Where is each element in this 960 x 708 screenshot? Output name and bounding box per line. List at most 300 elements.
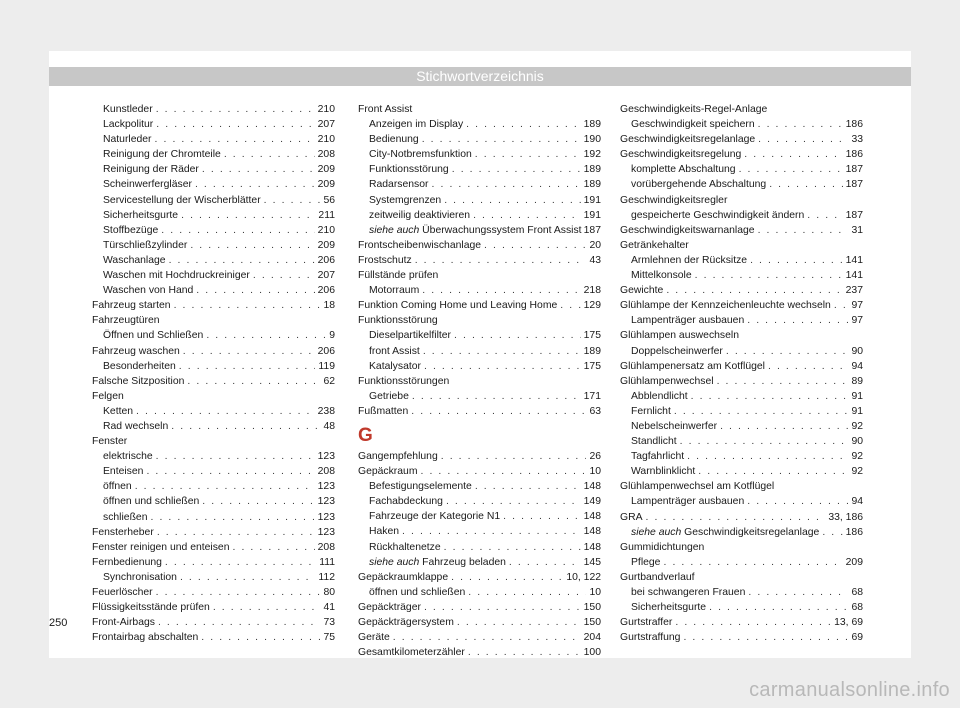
entry-page-ref[interactable]: 10, 122	[566, 571, 601, 583]
entry-term-text: City-Notbremsfunktion	[369, 149, 472, 161]
entry-page-ref[interactable]: 9	[329, 330, 335, 342]
leader-dots	[174, 298, 321, 313]
entry-term-text: Gummidichtungen	[620, 541, 705, 553]
leader-dots	[666, 283, 842, 298]
entry-term-text: Kunstleder	[103, 104, 153, 115]
index-entry	[358, 374, 601, 389]
entry-term-text: Reinigung der Chromteile	[103, 149, 221, 161]
leader-dots	[411, 404, 586, 419]
entry-page-ref[interactable]: 80	[323, 587, 335, 598]
leader-dots	[503, 509, 581, 524]
entry-term-text: Fensterheber	[92, 526, 154, 538]
leader-dots	[680, 434, 849, 449]
entry-term-text: Glühlampen auswechseln	[620, 330, 739, 342]
entry-term-text: Gepäckraum	[358, 466, 418, 478]
entry-page-ref[interactable]: 26	[589, 450, 601, 462]
entry-page-ref[interactable]: 175	[583, 330, 601, 342]
entry-term	[631, 117, 755, 132]
entry-page-ref[interactable]: 210	[317, 134, 335, 146]
entry-page-ref[interactable]: 207	[317, 119, 335, 131]
index-subentry	[92, 208, 335, 223]
entry-page-ref[interactable]: 187	[845, 164, 863, 176]
entry-term	[103, 328, 203, 343]
leader-dots	[444, 193, 580, 208]
entry-term-text: Glühlampe der Kennzeichenleuchte wechseln	[620, 300, 831, 312]
entry-term-text: Gurtbandverlauf	[620, 571, 695, 583]
leader-dots	[646, 510, 826, 525]
index-entry	[358, 600, 601, 615]
entry-term-text: Waschen von Hand	[103, 285, 194, 297]
entry-term-text: Mittelkonsole	[631, 270, 692, 282]
entry-term	[369, 162, 449, 177]
leader-dots	[683, 630, 848, 645]
leader-dots	[452, 162, 581, 177]
entry-page-ref[interactable]: 123	[317, 511, 335, 523]
entry-term-text: Fahrzeug waschen	[92, 345, 180, 357]
entry-term-text: Servicestellung der Wischerblätter	[103, 194, 261, 206]
entry-term-text: elektrische	[103, 451, 153, 463]
entry-page-ref[interactable]: 33	[851, 134, 863, 146]
index-subentry	[92, 162, 335, 177]
entry-term	[92, 540, 229, 555]
entry-term	[369, 585, 465, 600]
entry-page-ref[interactable]: 129	[583, 300, 601, 312]
entry-page-ref[interactable]: 48	[323, 420, 335, 432]
index-subentry	[92, 193, 335, 208]
entry-term-text: Glühlampenwechsel	[620, 375, 714, 387]
leader-dots	[768, 359, 848, 374]
entry-term-text: Geschwindigkeitsregelanlage	[684, 526, 820, 538]
leader-dots	[415, 253, 587, 268]
index-subentry	[620, 600, 863, 615]
entry-page-ref[interactable]: 18	[323, 300, 335, 312]
entry-page-ref[interactable]: 148	[583, 526, 601, 538]
entry-term	[369, 283, 419, 298]
entry-page-ref[interactable]: 90	[851, 436, 863, 448]
index-entry	[358, 313, 601, 328]
leader-dots	[206, 328, 326, 343]
entry-term	[631, 268, 692, 283]
entry-page-ref[interactable]: 43	[589, 254, 601, 266]
leader-dots	[484, 238, 586, 253]
entry-page-ref[interactable]: 10	[589, 586, 601, 598]
entry-page-ref[interactable]: 206	[317, 254, 335, 266]
entry-term-text: Flüssigkeitsstände prüfen	[92, 602, 210, 614]
entry-term-text: Gewichte	[620, 285, 664, 297]
entry-page-ref[interactable]: 208	[317, 541, 335, 553]
index-page	[49, 51, 911, 658]
index-subentry	[92, 328, 335, 343]
entry-term	[369, 359, 421, 374]
entry-term-text: Waschanlage	[103, 254, 166, 266]
entry-term-text: Sicherheitsgurte	[103, 209, 179, 221]
entry-term-text: Synchronisation	[103, 571, 177, 583]
entry-page-ref[interactable]: 208	[317, 466, 335, 478]
index-entry	[92, 630, 335, 645]
entry-term	[620, 193, 727, 208]
index-subentry	[620, 208, 863, 223]
entry-page-ref[interactable]: 56	[323, 194, 335, 206]
entry-page-ref[interactable]: 91	[851, 405, 863, 417]
entry-page-ref[interactable]: 209	[317, 239, 335, 251]
leader-dots	[747, 313, 848, 328]
leader-dots	[468, 645, 581, 660]
index-subentry	[92, 419, 335, 434]
entry-page-ref[interactable]: 123	[317, 496, 335, 508]
leader-dots	[747, 494, 848, 509]
entry-page-ref[interactable]: 175	[583, 360, 601, 372]
index-subentry	[620, 268, 863, 283]
index-entry	[620, 328, 863, 343]
entry-page-ref[interactable]: 190	[583, 134, 601, 146]
entry-page-ref[interactable]: 209	[845, 556, 863, 568]
entry-page-ref[interactable]: 149	[583, 496, 601, 508]
entry-page-ref[interactable]: 192	[583, 149, 601, 161]
leader-dots	[146, 464, 314, 479]
entry-term-text: Feuerlöscher	[92, 587, 153, 598]
entry-page-ref[interactable]: 148	[583, 511, 601, 523]
leader-dots	[687, 449, 848, 464]
entry-term	[620, 223, 755, 238]
entry-term	[620, 630, 680, 645]
entry-page-ref[interactable]: 94	[851, 360, 863, 372]
entry-page-ref[interactable]: 10	[589, 466, 601, 478]
entry-term	[103, 479, 132, 494]
entry-page-ref[interactable]: 206	[317, 345, 335, 357]
index-subentry	[92, 479, 335, 494]
entry-page-ref[interactable]: 210	[317, 224, 335, 236]
entry-page-ref[interactable]: 208	[317, 149, 335, 161]
entry-term	[92, 525, 154, 540]
leader-dots	[187, 374, 320, 389]
entry-page-ref[interactable]: 68	[851, 602, 863, 614]
entry-page-ref[interactable]: 189	[583, 164, 601, 176]
entry-term	[358, 268, 438, 283]
entry-term	[631, 344, 723, 359]
entry-term	[103, 147, 221, 162]
leader-dots	[156, 117, 314, 132]
entry-term	[369, 479, 472, 494]
entry-page-ref[interactable]: 91	[851, 390, 863, 402]
index-subentry	[92, 464, 335, 479]
index-subentry	[92, 117, 335, 132]
entry-page-ref[interactable]: 97	[851, 315, 863, 327]
entry-page-ref[interactable]: 186	[845, 149, 863, 161]
entry-term-text: Enteisen	[103, 466, 144, 478]
entry-page-ref[interactable]: 187	[845, 209, 863, 221]
entry-page-ref[interactable]: 123	[317, 451, 335, 463]
leader-dots	[717, 374, 849, 389]
entry-term	[631, 449, 684, 464]
leader-dots	[393, 630, 581, 645]
entry-page-ref[interactable]: 189	[583, 345, 601, 357]
entry-page-ref[interactable]: 148	[583, 481, 601, 493]
entry-term	[631, 162, 736, 177]
entry-page-ref[interactable]: 68	[851, 587, 863, 598]
entry-page-ref[interactable]: 148	[583, 541, 601, 553]
index-entry	[92, 313, 335, 328]
index-subentry	[92, 253, 335, 268]
index-entry	[620, 510, 863, 525]
index-entry	[358, 298, 601, 313]
entry-term-text: Doppelscheinwerfer	[631, 345, 723, 357]
entry-page-ref[interactable]: 237	[845, 285, 863, 297]
entry-term-text: Reinigung der Räder	[103, 164, 199, 176]
leader-dots	[432, 177, 581, 192]
leader-dots	[509, 555, 581, 570]
entry-term	[631, 177, 766, 192]
index-entry	[620, 147, 863, 162]
index-subentry	[620, 177, 863, 192]
index-entry	[92, 374, 335, 389]
leader-dots	[560, 298, 580, 313]
entry-term	[358, 449, 438, 464]
leader-dots	[758, 223, 849, 238]
page-number: 250	[49, 617, 68, 629]
entry-term	[358, 374, 449, 389]
entry-page-ref[interactable]: 150	[583, 601, 601, 613]
entry-page-ref[interactable]: 206	[317, 285, 335, 297]
index-entry	[358, 449, 601, 464]
index-subentry	[358, 524, 601, 539]
watermark-text: carmanualsonline.info	[749, 679, 950, 701]
leader-dots	[156, 102, 315, 117]
entry-page-ref[interactable]: 204	[583, 632, 601, 644]
entry-term	[369, 147, 472, 162]
index-subentry	[358, 389, 601, 404]
entry-term-text: Funktionsstörung	[358, 315, 438, 327]
index-entry	[358, 404, 601, 419]
leader-dots	[420, 464, 586, 479]
entry-term-text: Dieselpartikelfilter	[369, 330, 451, 342]
leader-dots	[412, 389, 581, 404]
index-entry	[92, 585, 335, 600]
entry-term-text: GRA	[620, 511, 643, 523]
leader-dots	[424, 359, 581, 374]
entry-term-text: Funktionsstörungen	[358, 375, 450, 387]
entry-term-text: Geschwindigkeit speichern	[631, 119, 755, 131]
index-entry	[92, 525, 335, 540]
entry-page-ref[interactable]: 119	[318, 360, 335, 372]
entry-term-text: Rückhaltenetze	[369, 541, 441, 553]
entry-page-ref[interactable]: 123	[317, 481, 335, 493]
entry-page-ref[interactable]: 20	[589, 239, 601, 251]
entry-term-text: gespeicherte Geschwindigkeit ändern	[631, 209, 805, 221]
entry-term	[103, 253, 166, 268]
entry-page-ref[interactable]: 92	[851, 420, 863, 432]
entry-page-ref[interactable]: 207	[317, 270, 335, 282]
entry-term-text: Gurtstraffer	[620, 617, 673, 629]
entry-term	[92, 600, 210, 615]
entry-page-ref[interactable]: 171	[583, 390, 601, 402]
entry-term	[369, 117, 463, 132]
entry-page-ref[interactable]: 92	[851, 451, 863, 463]
see-also-prefix: siehe auch	[369, 224, 423, 236]
leader-dots	[181, 208, 315, 223]
entry-term	[358, 313, 438, 328]
entry-term-text: Rad wechseln	[103, 420, 169, 432]
entry-term-text: Pflege	[631, 556, 661, 568]
entry-term-text: Naturleder	[103, 134, 152, 146]
entry-page-ref[interactable]: 90	[851, 345, 863, 357]
entry-term-text: Systemgrenzen	[369, 194, 442, 206]
entry-page-ref[interactable]: 187	[845, 179, 863, 191]
entry-term-text: Warnblinklicht	[631, 466, 696, 478]
index-entry	[92, 389, 335, 404]
entry-term-text: Lampenträger ausbauen	[631, 315, 745, 327]
entry-page-ref[interactable]: 112	[318, 571, 335, 583]
index-subentry	[620, 585, 863, 600]
entry-term	[92, 585, 153, 600]
leader-dots	[422, 132, 581, 147]
index-subentry	[92, 359, 335, 374]
entry-page-ref[interactable]: 94	[851, 496, 863, 508]
entry-page-ref[interactable]: 41	[323, 602, 335, 614]
entry-term-text: Fahrzeugtüren	[92, 315, 160, 327]
entry-page-ref[interactable]: 238	[317, 405, 335, 417]
entry-term-text: Fenster	[92, 436, 128, 448]
entry-term	[103, 208, 178, 223]
index-subentry	[620, 494, 863, 509]
leader-dots	[475, 147, 581, 162]
entry-term	[103, 570, 177, 585]
entry-page-ref[interactable]: 191	[583, 194, 601, 206]
entry-term	[103, 162, 199, 177]
see-also-prefix: siehe auch	[369, 556, 423, 568]
index-subentry	[620, 404, 863, 419]
entry-term-text: Getränkehalter	[620, 239, 689, 251]
entry-term-text: Front Assist	[358, 104, 413, 115]
leader-dots	[475, 479, 581, 494]
entry-page-ref[interactable]: 211	[318, 209, 335, 221]
entry-term-text: Fernbedienung	[92, 556, 162, 568]
entry-page-ref[interactable]: 186	[845, 526, 863, 538]
index-column-3	[620, 102, 863, 645]
leader-dots	[834, 298, 849, 313]
entry-page-ref[interactable]: 141	[845, 254, 863, 266]
entry-term	[358, 298, 557, 313]
entry-page-ref[interactable]: 209	[317, 164, 335, 176]
leader-dots	[402, 524, 581, 539]
index-subentry	[358, 208, 601, 223]
leader-dots	[155, 132, 315, 147]
entry-page-ref[interactable]: 92	[851, 466, 863, 478]
entry-page-ref[interactable]: 75	[323, 632, 335, 644]
entry-term	[358, 238, 481, 253]
entry-page-ref[interactable]: 31	[851, 224, 863, 236]
entry-term	[620, 374, 714, 389]
entry-page-ref[interactable]: 13, 69	[834, 617, 863, 629]
index-subentry	[620, 162, 863, 177]
entry-page-ref[interactable]: 209	[317, 179, 335, 191]
index-entry	[620, 238, 863, 253]
entry-page-ref[interactable]: 141	[845, 270, 863, 282]
index-entry	[620, 630, 863, 645]
entry-page-ref[interactable]: 123	[317, 526, 335, 538]
leader-dots	[201, 630, 320, 645]
entry-term	[103, 223, 158, 238]
index-entry	[92, 434, 335, 449]
entry-page-ref[interactable]: 191	[583, 209, 601, 221]
entry-term	[358, 630, 390, 645]
leader-dots	[726, 344, 849, 359]
entry-term	[103, 359, 176, 374]
index-subentry	[92, 268, 335, 283]
index-subentry	[92, 147, 335, 162]
entry-term	[631, 419, 717, 434]
leader-dots	[213, 600, 321, 615]
leader-dots	[457, 615, 581, 630]
entry-term-text: Fahrzeug beladen	[422, 556, 506, 568]
entry-page-ref[interactable]: 150	[583, 617, 601, 628]
entry-page-ref[interactable]: 33, 186	[828, 511, 863, 523]
index-subentry	[92, 494, 335, 509]
index-subentry	[358, 162, 601, 177]
leader-dots	[196, 283, 314, 298]
entry-term	[103, 404, 133, 419]
entry-term-text: Frontairbag abschalten	[92, 632, 199, 644]
entry-page-ref[interactable]: 69	[851, 632, 863, 644]
index-entry	[620, 479, 863, 494]
entry-term	[631, 253, 747, 268]
entry-page-ref[interactable]: 186	[845, 119, 863, 131]
entry-page-ref[interactable]: 62	[323, 375, 335, 387]
entry-page-ref[interactable]: 73	[323, 617, 335, 629]
leader-dots	[158, 615, 320, 630]
leader-dots	[454, 328, 581, 343]
leader-dots	[156, 449, 315, 464]
index-subentry	[92, 102, 335, 117]
entry-term	[92, 615, 155, 630]
leader-dots	[161, 223, 314, 238]
index-subentry	[358, 509, 601, 524]
index-subentry	[358, 147, 601, 162]
entry-page-ref[interactable]: 145	[583, 556, 601, 568]
entry-page-ref[interactable]: 189	[583, 119, 601, 131]
entry-term-text: Gurtstraffung	[620, 632, 681, 644]
entry-page-ref[interactable]: 89	[851, 375, 863, 387]
entry-page-ref[interactable]: 111	[319, 556, 335, 568]
entry-page-ref[interactable]: 97	[851, 300, 863, 312]
index-entry	[358, 238, 601, 253]
entry-term-text: Geräte	[358, 632, 390, 644]
entry-term-text: Motorraum	[369, 285, 420, 297]
leader-dots	[171, 419, 320, 434]
entry-page-ref[interactable]: 189	[583, 179, 601, 191]
entry-page-ref[interactable]: 210	[317, 104, 335, 115]
entry-page-ref[interactable]: 63	[589, 405, 601, 417]
entry-term	[620, 238, 689, 253]
entry-page-ref[interactable]: 187	[583, 224, 601, 236]
entry-term-text: Scheinwerfergläser	[103, 179, 192, 191]
index-subentry	[358, 344, 601, 359]
index-entry	[92, 555, 335, 570]
entry-page-ref[interactable]: 100	[583, 647, 601, 659]
leader-dots	[750, 253, 843, 268]
leader-dots	[468, 585, 586, 600]
entry-term-text: Radarsensor	[369, 179, 429, 191]
entry-term	[631, 585, 745, 600]
index-entry	[620, 223, 863, 238]
entry-page-ref[interactable]: 218	[583, 285, 601, 297]
index-subentry	[620, 434, 863, 449]
leader-dots	[473, 208, 581, 223]
entry-term-text: front Assist	[369, 345, 420, 357]
entry-term	[369, 509, 500, 524]
entry-term	[631, 434, 677, 449]
entry-term-text: Fußmatten	[358, 405, 409, 417]
entry-term-text: Geschwindigkeitsregelanlage	[620, 134, 756, 146]
